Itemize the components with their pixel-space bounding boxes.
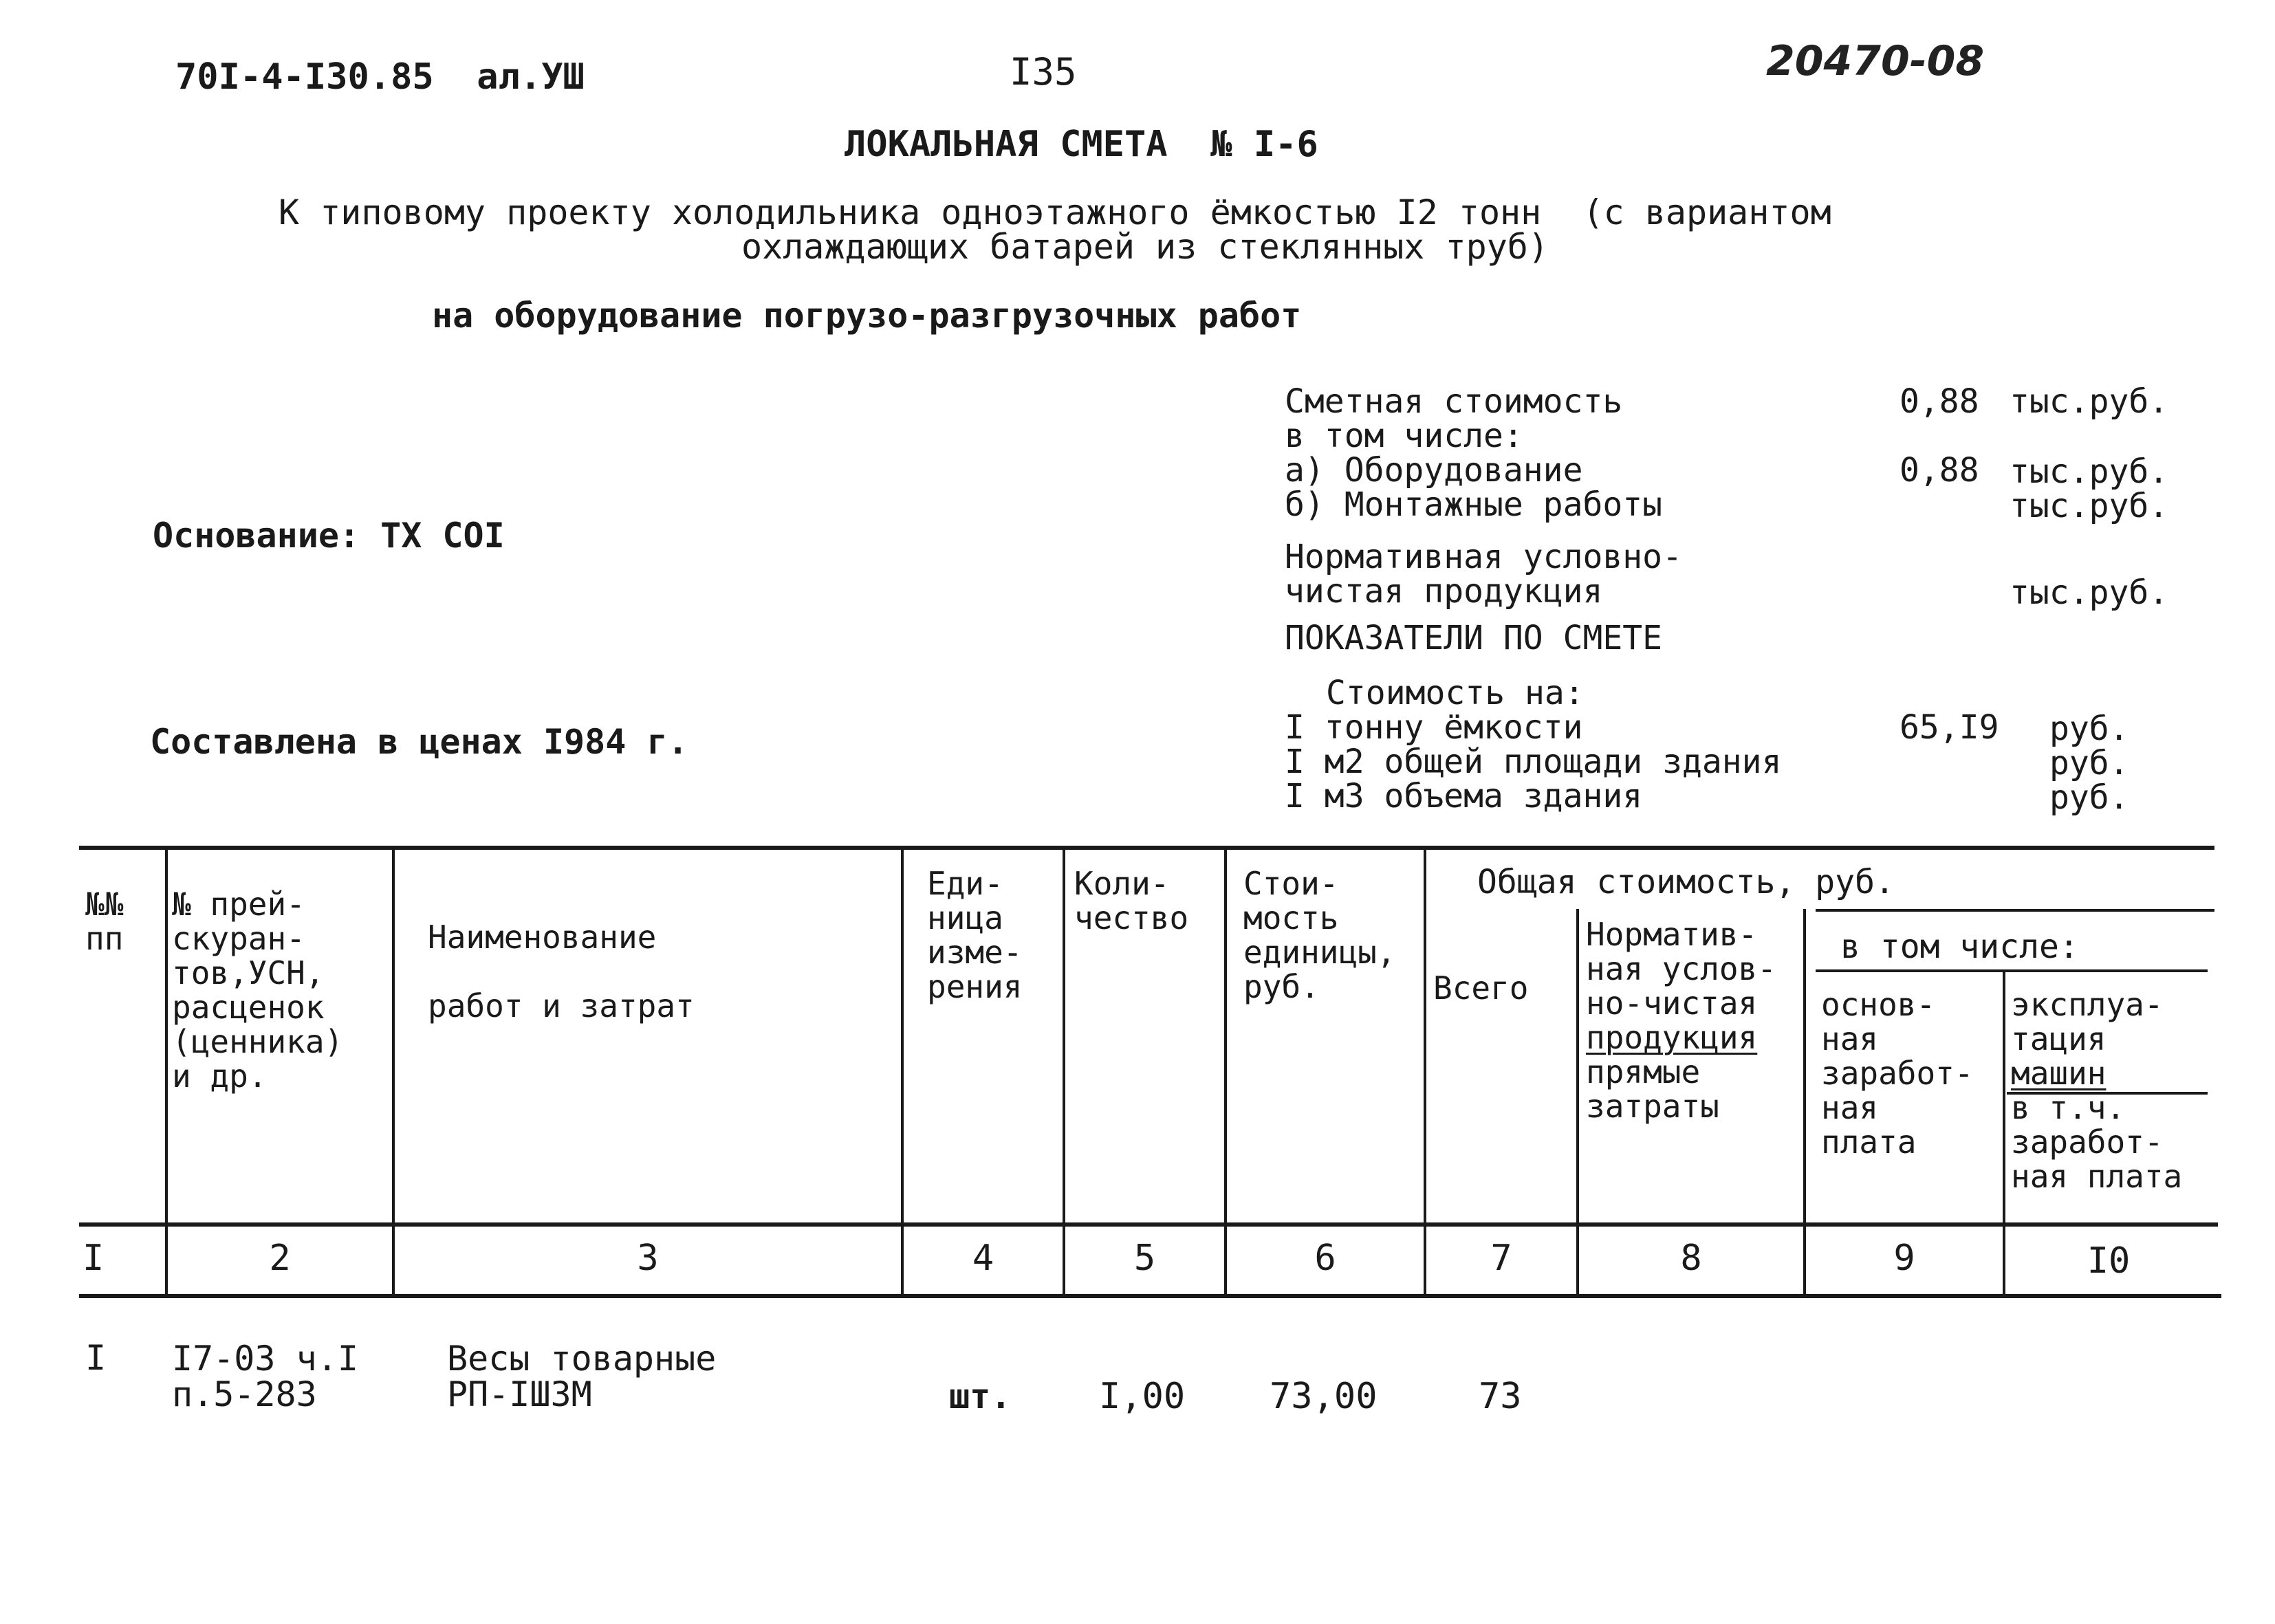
subtitle-line-2: охлаждающих батарей из стеклянных труб) bbox=[741, 227, 1549, 267]
col-divider-2 bbox=[392, 850, 395, 1297]
installation-label: б) Монтажные работы bbox=[1285, 485, 1663, 524]
equipment-unit: тыс.руб. bbox=[2010, 452, 2169, 491]
normative-label-1: Нормативная условно- bbox=[1285, 538, 1682, 576]
col-number-8: 8 bbox=[1680, 1238, 1702, 1279]
col-header-unit-cost: Стои- мость единицы, руб. bbox=[1243, 865, 1396, 1005]
col-header-including-group: в том числе: bbox=[1840, 928, 2079, 966]
row-number: I bbox=[85, 1338, 107, 1378]
col-header-normative: Норматив- ная услов- но-чистая продукция прямые затраты bbox=[1586, 916, 1776, 1125]
col-divider-6 bbox=[1424, 850, 1426, 1297]
normative-unit: тыс.руб. bbox=[2010, 573, 2169, 612]
row-price-list-code: I7-03 ч.I п.5-283 bbox=[172, 1339, 358, 1414]
installation-unit: тыс.руб. bbox=[2010, 487, 2169, 525]
table-top-rule bbox=[79, 846, 2214, 850]
row-unit-cost: 73,00 bbox=[1270, 1376, 1378, 1417]
document-code: 70I-4-I30.85 ал.УШ bbox=[175, 56, 585, 98]
col-number-7: 7 bbox=[1490, 1238, 1512, 1279]
col-header-total: Всего bbox=[1433, 969, 1529, 1007]
per-ton-label: I тонну ёмкости bbox=[1285, 708, 1583, 747]
including-group-rule bbox=[1816, 969, 2208, 972]
including-label: в том числе: bbox=[1285, 417, 1523, 455]
per-ton-unit: руб. bbox=[2049, 710, 2129, 748]
basis-label: Основание: ТХ СОI bbox=[153, 516, 505, 556]
per-m2-label: I м2 общей площади здания bbox=[1285, 743, 1782, 781]
col-number-10: I0 bbox=[2087, 1240, 2131, 1282]
numbers-bottom-rule bbox=[79, 1294, 2221, 1298]
col-divider-3 bbox=[901, 850, 904, 1297]
col-number-4: 4 bbox=[972, 1238, 994, 1279]
col-header-quantity: Коли- чество bbox=[1074, 865, 1189, 936]
header-bottom-rule bbox=[79, 1222, 2218, 1227]
col-divider-4 bbox=[1063, 850, 1065, 1297]
cost-per-label: Стоимость на: bbox=[1326, 674, 1585, 712]
estimated-cost-label: Сметная стоимость bbox=[1285, 382, 1623, 421]
per-m3-unit: руб. bbox=[2049, 778, 2129, 817]
per-m3-label: I м3 объема здания bbox=[1285, 777, 1643, 815]
prices-label: Составлена в ценах I984 г. bbox=[150, 722, 688, 762]
row-quantity: I,00 bbox=[1099, 1376, 1186, 1417]
indicators-heading: ПОКАЗАТЕЛИ ПО СМЕТЕ bbox=[1285, 619, 1663, 657]
per-ton-value: 65,I9 bbox=[1900, 708, 1999, 747]
col-number-1: I bbox=[83, 1238, 105, 1279]
per-m2-unit: руб. bbox=[2049, 744, 2129, 782]
row-item-name: Весы товарные РП-IШ3М bbox=[447, 1339, 717, 1414]
col-number-5: 5 bbox=[1133, 1238, 1156, 1279]
col-header-base-salary: основ- ная заработ- ная плата bbox=[1821, 986, 1974, 1161]
col-divider-1 bbox=[165, 850, 168, 1297]
equipment-value: 0,88 bbox=[1900, 451, 1979, 490]
col-header-machines: эксплуа- тация машин в т.ч. заработ- ная плата bbox=[2011, 986, 2183, 1195]
col-header-name: Наименование работ и затрат bbox=[428, 919, 695, 1024]
col-number-3: 3 bbox=[637, 1238, 659, 1279]
col-header-price-list: № прей- скуран- тов,УСН, расценок (ценника) и др. bbox=[172, 886, 344, 1095]
estimated-cost-unit: тыс.руб. bbox=[2010, 382, 2169, 421]
subject-line: на оборудование погрузо-разгрузочных работ bbox=[432, 296, 1302, 336]
col-header-total-group: Общая стоимость, руб. bbox=[1477, 863, 1895, 901]
page-number: I35 bbox=[1010, 50, 1077, 94]
col-number-9: 9 bbox=[1893, 1238, 1915, 1279]
col-divider-5 bbox=[1224, 850, 1227, 1297]
row-unit: шт. bbox=[949, 1376, 1012, 1416]
normative-label-2: чистая продукция bbox=[1285, 572, 1603, 611]
document-title: ЛОКАЛЬНАЯ СМЕТА № I-6 bbox=[845, 124, 1318, 165]
equipment-label: а) Оборудование bbox=[1285, 451, 1583, 490]
subtitle-line-1: К типовому проекту холодильника одноэтажного ёмкостью I2 тонн (с вариантом bbox=[279, 193, 1831, 232]
col-header-row-number: №№ пп bbox=[85, 886, 124, 957]
archive-number: 20470-08 bbox=[1766, 37, 1985, 85]
col-number-2: 2 bbox=[269, 1238, 291, 1279]
col-number-6: 6 bbox=[1314, 1238, 1336, 1279]
total-group-rule bbox=[1816, 909, 2214, 912]
col-header-unit: Еди- ница изме- рения bbox=[927, 865, 1023, 1005]
row-total: 73 bbox=[1479, 1376, 1522, 1417]
estimated-cost-value: 0,88 bbox=[1900, 382, 1979, 421]
